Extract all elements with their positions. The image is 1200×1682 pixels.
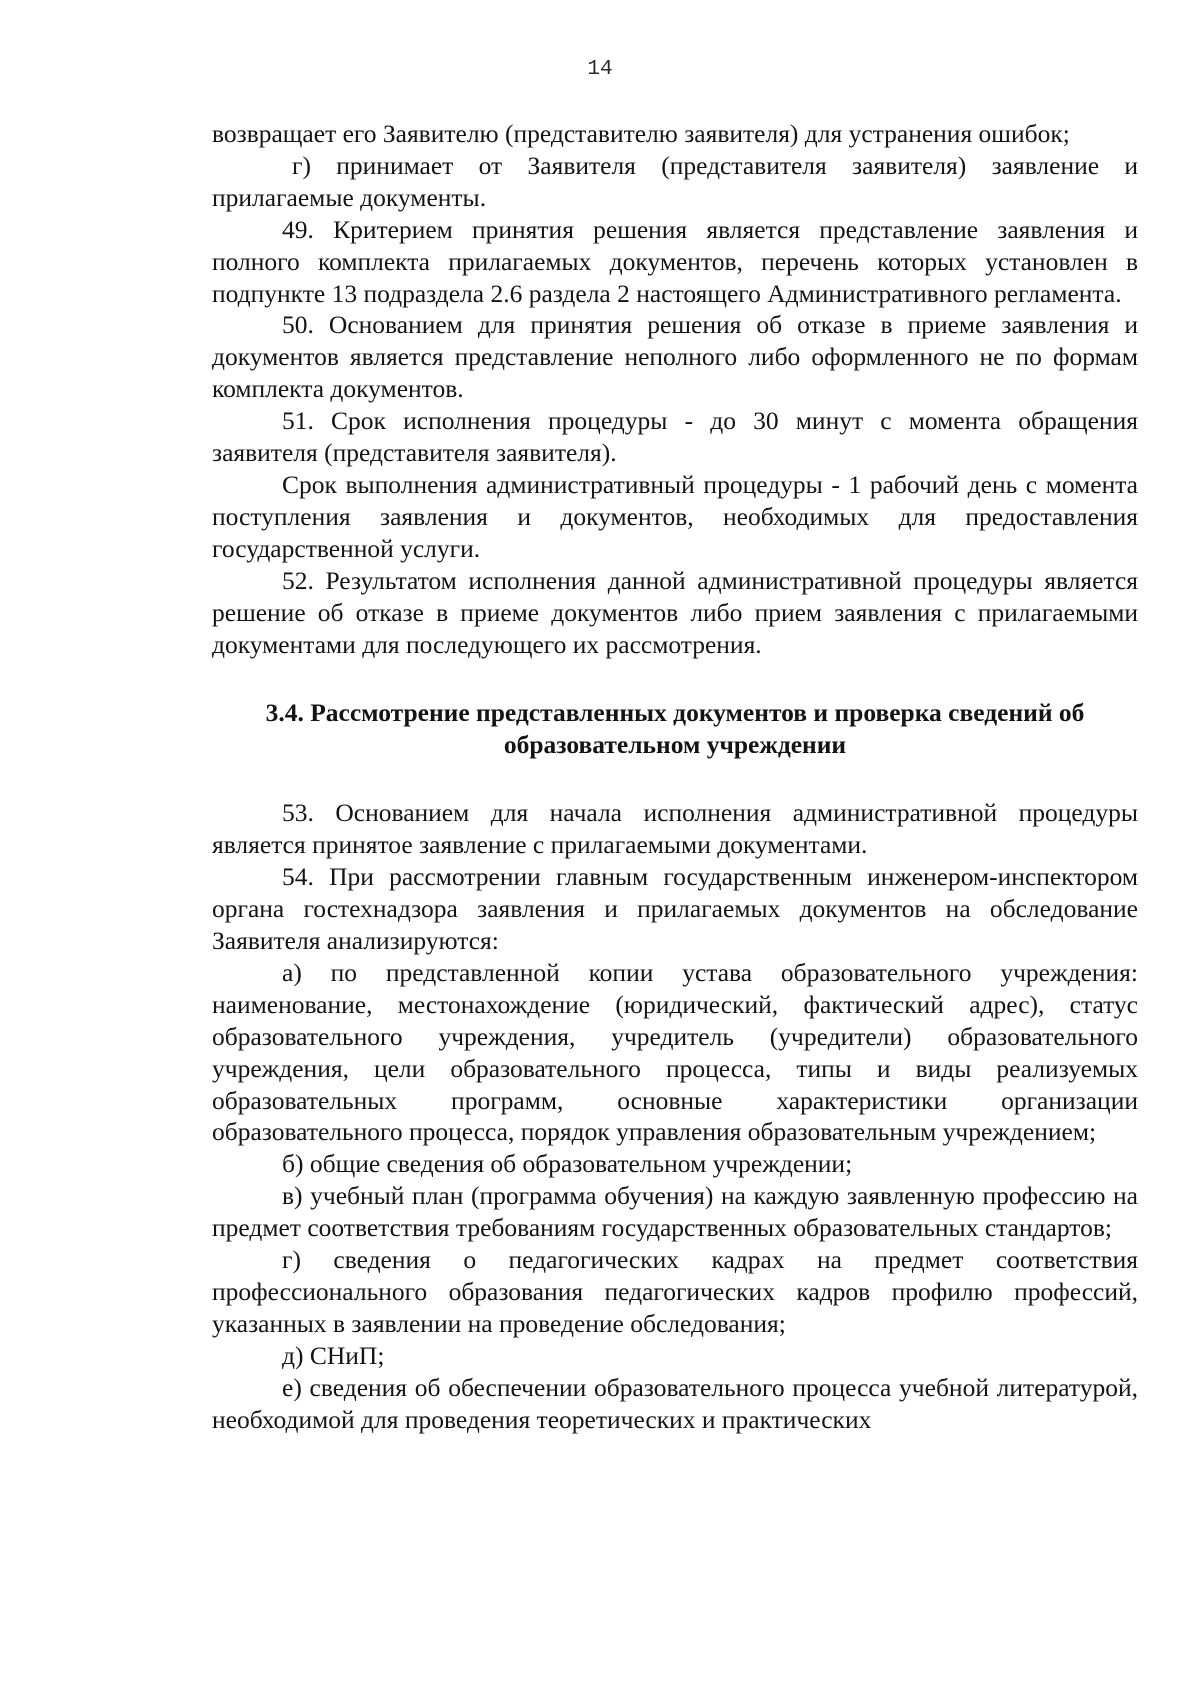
paragraph-item-v: в) учебный план (программа обучения) на каждую заявленную профессию на предмет соответствия требованиям государственных образовательных стандартов; xyxy=(212,1181,1138,1243)
paragraph-50: 50. Основанием для принятия решения об отказе в приеме заявления и документов является представление неполного либо оформленного не по формам комплекта документов. xyxy=(212,310,1138,404)
paragraph-52: 52. Результатом исполнения данной административной процедуры является решение об отказе в приеме документов либо прием заявления с прилагаемыми документами для последующего их рассмотрения. xyxy=(212,565,1138,659)
paragraph-item-e: е) сведения об обеспечении образовательного процесса учебной литературой, необходимой для проведения теоретических и практических xyxy=(212,1372,1138,1434)
page-number: 14 xyxy=(587,58,613,81)
paragraph-item-b: б) общие сведения об образовательном учреждении; xyxy=(282,1149,853,1179)
paragraph-51: 51. Срок исполнения процедуры - до 30 минут с момента обращения заявителя (представителя заявителя). xyxy=(212,406,1138,468)
paragraph-51-deadline: Срок выполнения административный процедуры - 1 рабочий день с момента поступления заявления и документов, необходимых для предоставления государственной услуги. xyxy=(212,469,1138,563)
paragraph-continuation: возвращает его Заявителю (представителю заявителя) для устранения ошибок; xyxy=(212,119,1070,148)
paragraph-53: 53. Основанием для начала исполнения административной процедуры является принятое заявление с прилагаемыми документами. xyxy=(212,798,1138,860)
section-heading xyxy=(212,697,1138,761)
paragraph-item-a: а) по представленной копии устава образовательного учреждения: наименование, местонахождение (юридический, фактический адрес), статус образовательного учреждения, учредитель (учредители) образовательного учреждения, цели образовательного процесса, типы и виды реализуемых образовательных программ, основные характеристики организации образовательного процесса, порядок управления образовательным учреждением; xyxy=(212,957,1138,1147)
paragraph-54: 54. При рассмотрении главным государственным инженером-инспектором органа гостехнадзора заявления и прилагаемых документов на обследование Заявителя анализируются: xyxy=(212,862,1138,956)
document-body xyxy=(212,118,1138,1436)
section-heading-line-2: образовательном учреждении xyxy=(503,730,847,760)
paragraph-49: 49. Критерием принятия решения является представление заявления и полного комплекта прилагаемых документов, перечень которых установлен в подпункте 13 подраздела 2.6 раздела 2 настоящего Административного регламента. xyxy=(212,214,1138,308)
section-heading-line-1: 3.4. Рассмотрение представленных документов и проверка сведений об xyxy=(265,698,1085,728)
paragraph-item-g: г) принимает от Заявителя (представителя заявителя) заявление и прилагаемые документы. xyxy=(212,150,1138,212)
paragraph-item-d: д) СНиП; xyxy=(282,1340,385,1370)
paragraph-item-g2: г) сведения о педагогических кадрах на предмет соответствия профессионального образования педагогических кадров профилю профессий, указанных в заявлении на проведение обследования; xyxy=(212,1245,1138,1338)
